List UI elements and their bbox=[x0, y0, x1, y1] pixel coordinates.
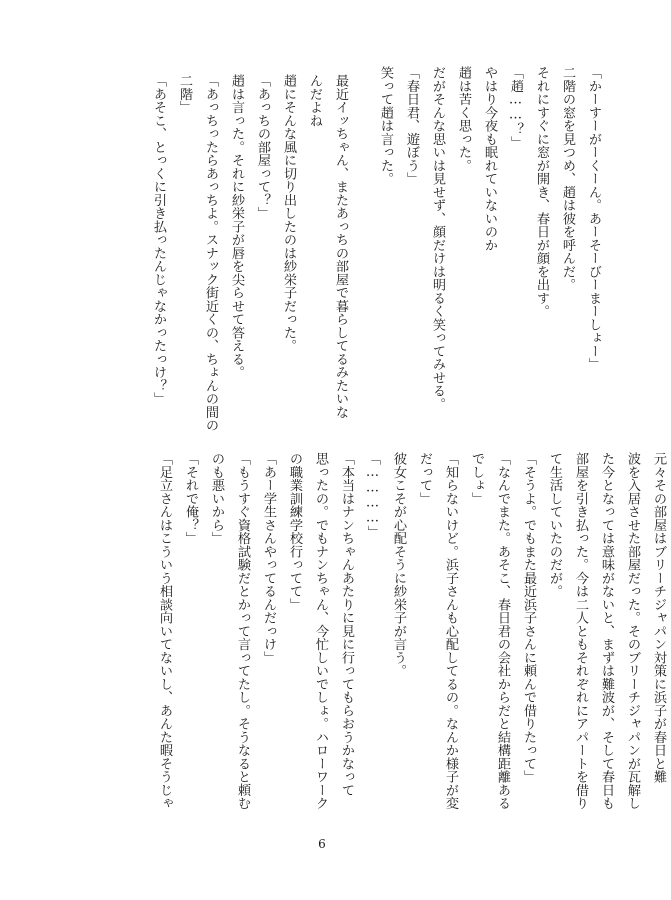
text-line: のも悪いから」 bbox=[209, 452, 224, 545]
text-line: 「趙……？」 bbox=[508, 66, 523, 150]
text-line: 「なんでまた。あそこ、春日君の会社からだと結構距離ある bbox=[495, 452, 510, 810]
text-line: 波を入居させた部屋だった。そのブリーチジャパンが瓦解し bbox=[625, 452, 640, 810]
text-line: 「それで俺？」 bbox=[183, 452, 198, 545]
text-line: やはり今夜も眠れていないのか bbox=[482, 66, 497, 252]
page-number: 6 bbox=[318, 837, 326, 851]
text-line: 最近イッちゃん、またあっちの部屋で暮らしてるみたいな bbox=[333, 74, 348, 419]
text-line: 思ったの。でもナンちゃん、今忙しいでしょ。ハローワーク bbox=[313, 452, 328, 810]
upper-right-text-block bbox=[372, 66, 606, 426]
text-line: 「足立さんはこういう相談向いてないし、あんた暇そうじゃ bbox=[157, 452, 172, 810]
text-line: だがそんな思いは見せず、顔だけは明るく笑ってみせる。 bbox=[430, 66, 445, 411]
text-line: 「そうよ。でもまた最近浜子さんに頼んで借りたって」 bbox=[521, 452, 536, 784]
text-line: 元々その部屋はブリーチジャパン対策に浜子が春日と難 bbox=[651, 452, 666, 784]
text-line: 部屋を引き払った。今は二人ともそれぞれにアパートを借り bbox=[573, 452, 588, 810]
text-line: 二階の窓を見つめ、趙は彼を呼んだ。 bbox=[560, 66, 575, 292]
text-line: 「かーすーがーくーん。あーそーびーまーしょー」 bbox=[586, 66, 601, 371]
lower-text-block bbox=[151, 452, 671, 812]
text-line: んだよね bbox=[307, 74, 322, 127]
text-line: でしょ」 bbox=[469, 452, 484, 505]
text-line: それにすぐに窓が開き、春日が顔を出す。 bbox=[534, 66, 549, 318]
text-line: 「春日君、遊ぼう」 bbox=[404, 66, 419, 186]
text-line: て生活していたのだが。 bbox=[547, 452, 562, 598]
text-line: 趙は苦く思った。 bbox=[456, 66, 471, 172]
text-line: 「…………」 bbox=[365, 452, 380, 539]
text-line: 「あー学生さんやってるんだっけ」 bbox=[261, 452, 276, 664]
text-line: 「本当はナンちゃんあたりに見に行ってもらおうかなって bbox=[339, 452, 354, 797]
text-line: の職業訓練学校行ってて」 bbox=[287, 452, 302, 611]
upper-left-text-block bbox=[145, 74, 353, 434]
text-line: 趙は言った。それに紗栄子が唇を尖らせて答える。 bbox=[229, 74, 244, 379]
text-line: 「あっちの部屋って？」 bbox=[255, 74, 270, 220]
text-line: 趙にそんな風に切り出したのは紗栄子だった。 bbox=[281, 74, 296, 353]
text-line: た今となっては意味がないと、まずは難波が、そして春日も bbox=[599, 452, 614, 810]
text-line: 「あっちったらあっちよ。スナック街近くの、ちょんの間の bbox=[203, 74, 218, 432]
text-line: 笑って趙は言った。 bbox=[378, 66, 393, 186]
text-line: 「知らないけど。浜子さんも心配してるの。なんか様子が変 bbox=[443, 452, 458, 810]
text-line: 「もうすぐ資格試験だとかって言ってたし。そうなると頼む bbox=[235, 452, 250, 810]
text-line: 二階」 bbox=[177, 74, 192, 114]
text-line: だって」 bbox=[417, 452, 432, 505]
text-line: 「あそこ、とっくに引き払ったんじゃなかったっけ？」 bbox=[151, 74, 166, 406]
text-line: 彼女こそが心配そうに紗栄子が言う。 bbox=[391, 452, 406, 678]
